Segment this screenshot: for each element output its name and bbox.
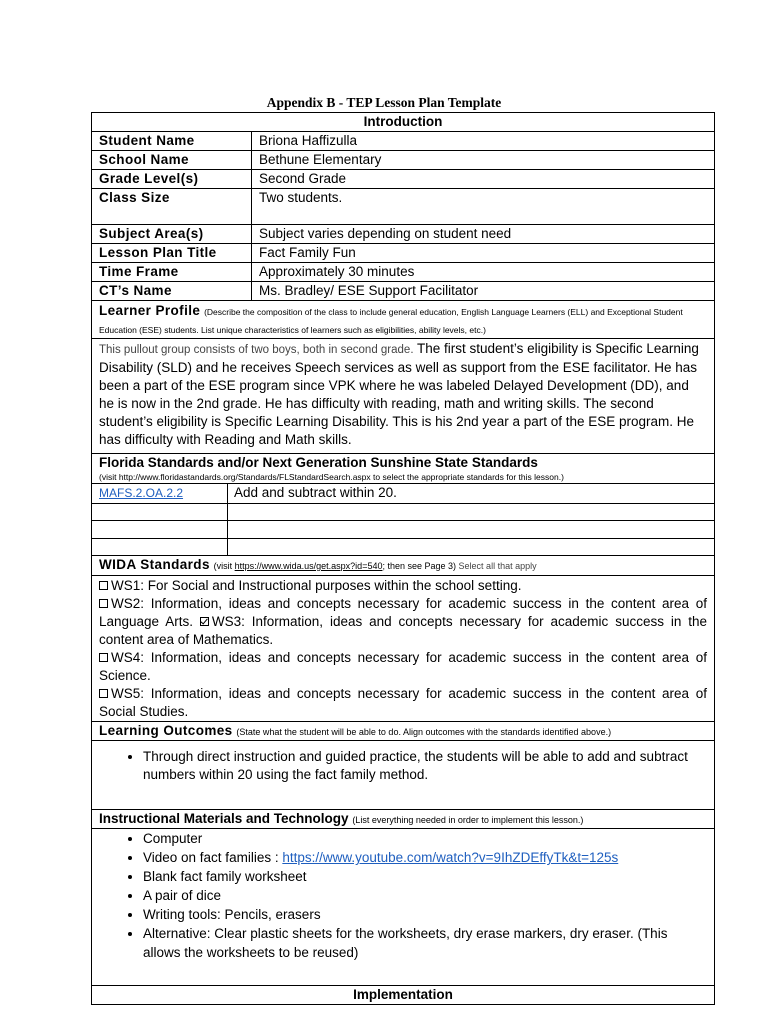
standard-description-empty[interactable] (228, 539, 715, 556)
video-label: Video on fact families : (143, 850, 283, 865)
implementation-header-row (92, 986, 715, 1005)
class-size-value[interactable]: Two students. (252, 189, 715, 225)
learner-profile-note: (Describe the composition of the class to include general education, English Language Learners (ELL) and Exceptional Student Education (ESE) students. List unique characteristics of learners such as eligibilities, ability levels, etc.) (99, 307, 683, 335)
student-name-row (92, 132, 715, 151)
materials-header (92, 810, 715, 829)
grade-level-row (92, 170, 715, 189)
subject-area-label: Subject Area(s) (92, 225, 252, 244)
lesson-title-row (92, 244, 715, 263)
school-name-label: School Name (92, 151, 252, 170)
materials-heading: Instructional Materials and Technology (99, 811, 349, 826)
lesson-title-value[interactable]: Fact Family Fun (252, 244, 715, 263)
class-size-label: Class Size (92, 189, 252, 225)
florida-standards-note: (visit http://www.floridastandards.org/Standards/FLStandardSearch.aspx to select the appropriate standards for this lesson.) (99, 472, 564, 482)
wida-ws3-label: WS3: Information, ideas and concepts necessary for academic success in the content area of Mathematics. (99, 614, 708, 647)
class-size-row (92, 189, 715, 225)
school-name-value[interactable]: Bethune Elementary (252, 151, 715, 170)
standard-row-1 (92, 484, 715, 504)
implementation-heading: Implementation (92, 986, 715, 1005)
standard-description[interactable]: Add and subtract within 20. (228, 484, 715, 504)
learner-profile-text[interactable] (92, 339, 715, 454)
introduction-heading: Introduction (92, 113, 715, 132)
student-name-label: Student Name (92, 132, 252, 151)
standard-description-empty[interactable] (228, 521, 715, 539)
list-item: • A pair of dice (143, 886, 707, 905)
learning-outcomes-header-row (92, 722, 715, 741)
grade-level-value[interactable]: Second Grade (252, 170, 715, 189)
standard-description-empty[interactable] (228, 504, 715, 521)
standard-row-3 (92, 521, 715, 539)
checkbox-unchecked-icon[interactable] (99, 599, 108, 608)
wida-ws1-label: WS1: For Social and Instructional purposes within the school setting. (111, 578, 522, 593)
wida-ws4-label: WS4: Information, ideas and concepts necessary for academic success in the content area of Science. (99, 650, 708, 683)
materials-body-row (92, 829, 715, 986)
wida-header (92, 556, 715, 576)
wida-ws1-option[interactable] (99, 577, 707, 595)
wida-note-prefix: (visit (213, 561, 235, 571)
wida-header-row (92, 556, 715, 576)
subject-area-value[interactable]: Subject varies depending on student need (252, 225, 715, 244)
standard-code-empty[interactable] (92, 539, 228, 556)
introduction-header-row (92, 113, 715, 132)
checkbox-unchecked-icon[interactable] (99, 689, 108, 698)
list-item: • Through direct instruction and guided practice, the students will be able to add and subtract numbers within 20 using the fact family method. (143, 748, 707, 784)
lesson-plan-table (91, 112, 715, 1005)
wida-ws5-label: WS5: Information, ideas and concepts necessary for academic success in the content area of Social Studies. (99, 686, 708, 719)
wida-options-row (92, 576, 715, 722)
student-name-value[interactable]: Briona Haffizulla (252, 132, 715, 151)
learning-outcomes-body-row (92, 741, 715, 810)
learning-outcomes-body[interactable] (92, 741, 715, 810)
learner-profile-intro: This pullout group consists of two boys, both in second grade. (99, 344, 414, 356)
list-item: • Blank fact family worksheet (143, 867, 707, 886)
materials-list (99, 829, 707, 962)
standard-row-2 (92, 504, 715, 521)
wida-note-suffix: ; then see Page 3) (382, 561, 457, 571)
wida-options (92, 576, 715, 722)
document-title: Appendix B - TEP Lesson Plan Template (266, 95, 502, 110)
video-link[interactable]: https://www.youtube.com/watch?v=9IhZDEffyTk&t=125s (282, 850, 619, 865)
time-frame-value[interactable]: Approximately 30 minutes (252, 263, 715, 282)
learner-profile-header (92, 301, 715, 339)
learning-outcomes-heading: Learning Outcomes (99, 723, 233, 738)
learning-outcomes-note: (State what the student will be able to do. Align outcomes with the standards identified above.) (236, 727, 612, 737)
standard-code-empty[interactable] (92, 521, 228, 539)
learner-profile-header-row (92, 301, 715, 339)
florida-standards-header (92, 454, 715, 484)
list-item (143, 848, 707, 867)
wida-ws5-option[interactable] (99, 685, 707, 721)
learner-profile-body: The first student’s eligibility is Specific Learning Disability (SLD) and he receives Speech services as well as support from the ESE facilitator. He has been a part of the ESE program since VPK where he was labeled Delayed Development (DD), and he is now in the 2nd grade. He has difficulty with reading, math and writing skills. The second student’s eligibility is Specific Learning Disability. This is his 2nd year a part of the ESE program. He has difficulty with Reading and Math skills. (99, 341, 699, 447)
time-frame-row (92, 263, 715, 282)
subject-area-row (92, 225, 715, 244)
school-name-row (92, 151, 715, 170)
checkbox-unchecked-icon[interactable] (99, 653, 108, 662)
florida-standards-heading: Florida Standards and/or Next Generation Sunshine State Standards (99, 455, 538, 470)
materials-body[interactable] (92, 829, 715, 986)
ct-name-value[interactable]: Ms. Bradley/ ESE Support Facilitator (252, 282, 715, 301)
learner-profile-body-row (92, 339, 715, 454)
florida-standards-header-row (92, 454, 715, 484)
checkbox-checked-icon[interactable] (200, 617, 209, 626)
list-item: • Writing tools: Pencils, erasers (143, 905, 707, 924)
lesson-title-label: Lesson Plan Title (92, 244, 252, 263)
wida-select-note: Select all that apply (458, 561, 537, 571)
standard-code-empty[interactable] (92, 504, 228, 521)
wida-link[interactable]: https://www.wida.us/get.aspx?id=540 (234, 561, 383, 571)
learning-outcomes-header (92, 722, 715, 741)
checkbox-unchecked-icon[interactable] (99, 581, 108, 590)
standard-code-link[interactable]: MAFS.2.OA.2.2 (92, 484, 228, 504)
time-frame-label: Time Frame (92, 263, 252, 282)
materials-header-row (92, 810, 715, 829)
list-item: • Computer (143, 829, 707, 848)
standard-row-4 (92, 539, 715, 556)
wida-ws2-label: WS2: Information, ideas and concepts necessary for academic success in the content area of Language Arts. (99, 596, 708, 629)
ct-name-row (92, 282, 715, 301)
wida-ws4-option[interactable] (99, 649, 707, 685)
materials-note: (List everything needed in order to implement this lesson.) (352, 815, 584, 825)
wida-heading: WIDA Standards (99, 557, 210, 572)
learner-profile-heading: Learner Profile (99, 303, 201, 318)
grade-level-label: Grade Level(s) (92, 170, 252, 189)
learning-outcomes-list (99, 748, 707, 784)
list-item: • Alternative: Clear plastic sheets for the worksheets, dry erase markers, dry eraser. (This allows the worksheets to be reused) (143, 924, 707, 962)
ct-name-label: CT’s Name (92, 282, 252, 301)
